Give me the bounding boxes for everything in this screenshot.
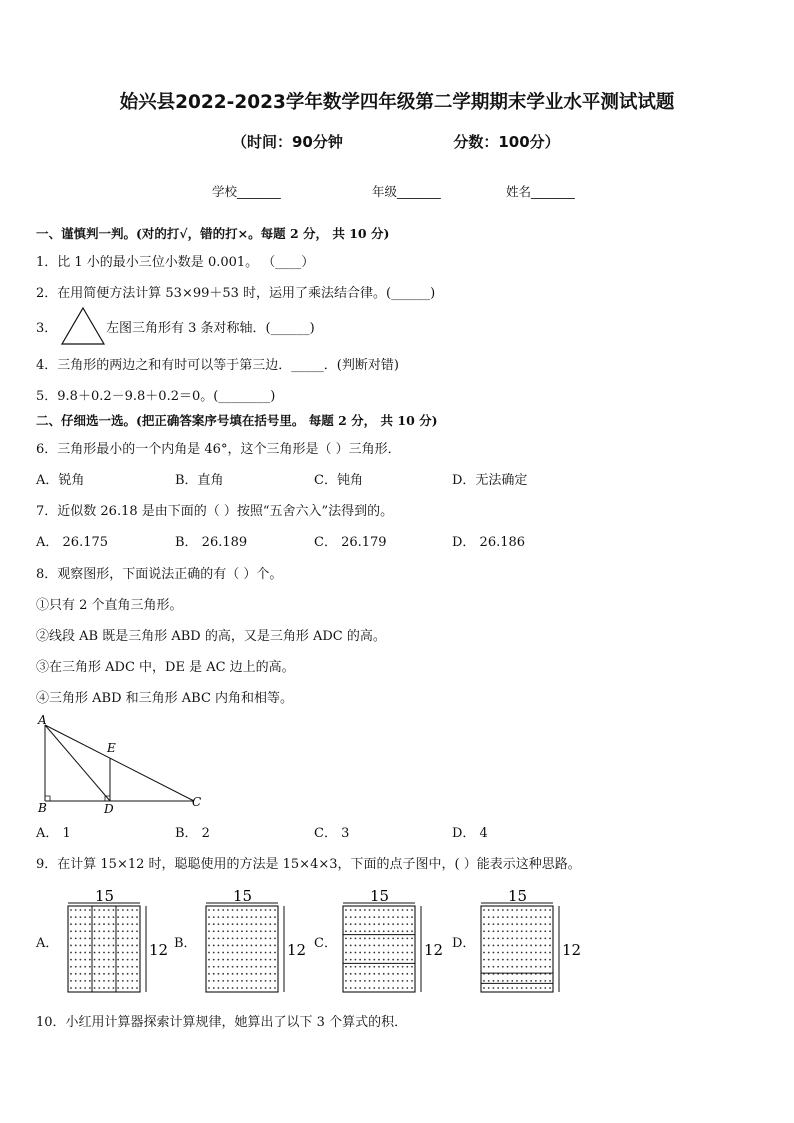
- question-7: 7．近似数 26.18 是由下面的（ ）按照“五舍六入”法得到的。: [36, 504, 394, 519]
- q6-option-a[interactable]: A．锐角: [36, 473, 85, 488]
- q9-option-d[interactable]: D．: [452, 936, 476, 951]
- q6-option-d[interactable]: D．无法确定: [452, 473, 528, 488]
- q6-option-c[interactable]: C．钝角: [314, 473, 363, 488]
- dot-pattern: [483, 909, 551, 989]
- q6-option-b[interactable]: B．直角: [175, 473, 224, 488]
- question-3-number: 3．: [36, 321, 58, 336]
- vertex-label-d: D: [104, 802, 114, 816]
- height-label: 12: [149, 941, 169, 959]
- width-label: 15: [95, 887, 115, 905]
- q9-dot-grid-b[interactable]: [200, 886, 307, 996]
- q8-option-a[interactable]: A． 1: [36, 826, 71, 841]
- segment-ac: [45, 725, 194, 801]
- q9-option-a[interactable]: A．: [36, 936, 59, 951]
- grid-frame: [68, 906, 140, 992]
- vertex-label-b: B: [38, 801, 47, 815]
- q8-option-d[interactable]: D． 4: [452, 826, 488, 841]
- q8-triangle-diagram: [30, 712, 215, 817]
- grid-frame: [481, 906, 553, 992]
- grade-field[interactable]: 年级_______: [372, 184, 441, 199]
- question-8: 8．观察图形，下面说法正确的有（ ）个。: [36, 567, 283, 582]
- height-label: 12: [562, 941, 582, 959]
- question-5: 5．9.8＋0.2－9.8＋0.2＝0。(________): [36, 389, 276, 404]
- question-4: 4．三角形的两边之和有时可以等于第三边．_____．(判断对错): [36, 358, 399, 373]
- question-10: 10．小红用计算器探索计算规律，她算出了以下 3 个算式的积．: [36, 1015, 408, 1030]
- q8-statement-2: ②线段 AB 既是三角形 ABD 的高，又是三角形 ADC 的高。: [36, 629, 386, 644]
- width-label: 15: [508, 887, 528, 905]
- q8-statement-1: ①只有 2 个直角三角形。: [36, 598, 183, 613]
- width-label: 15: [370, 887, 390, 905]
- q9-option-b[interactable]: B．: [174, 936, 197, 951]
- triangle-shape: [62, 308, 104, 344]
- q9-option-c[interactable]: C．: [314, 936, 337, 951]
- height-label: 12: [287, 941, 307, 959]
- page-title: 始兴县2022-2023学年数学四年级第二学期期末学业水平测试试题: [119, 92, 675, 113]
- width-label: 15: [233, 887, 253, 905]
- q9-dot-grid-a[interactable]: [62, 886, 169, 996]
- q9-dot-grid-c[interactable]: [337, 886, 447, 996]
- exam-meta: [232, 131, 560, 152]
- vertex-label-a: A: [38, 713, 47, 727]
- q8-option-b[interactable]: B． 2: [175, 826, 210, 841]
- triangle-figure-icon: [60, 306, 106, 346]
- question-9: 9．在计算 15×12 时，聪聪使用的方法是 15×4×3，下面的点子图中，( ）能表示这种思路。: [36, 857, 581, 872]
- dot-pattern: [70, 909, 138, 989]
- q7-option-a[interactable]: A． 26.175: [36, 535, 109, 550]
- q8-statement-4: ④三角形 ABD 和三角形 ABC 内角和相等。: [36, 691, 294, 706]
- q7-option-c[interactable]: C． 26.179: [314, 535, 387, 550]
- segment-ad: [45, 725, 110, 801]
- dot-pattern: [345, 909, 413, 989]
- section-1-heading: 一、谨慎判一判。(对的打√，错的打×。每题 2 分， 共 10 分): [36, 226, 390, 241]
- question-6: 6．三角形最小的一个内角是 46°，这个三角形是（ ）三角形．: [36, 442, 401, 457]
- grid-frame: [343, 906, 415, 992]
- vertex-label-e: E: [107, 741, 116, 755]
- vertex-label-c: C: [192, 795, 202, 809]
- question-3: 左图三角形有 3 条对称轴．(______): [106, 321, 315, 336]
- question-2: 2．在用简便方法计算 53×99＋53 时，运用了乘法结合律。(______): [36, 286, 436, 301]
- exam-score: 分数：100分）: [453, 133, 560, 151]
- name-field[interactable]: 姓名_______: [506, 184, 575, 199]
- exam-time: （时间：90分钟: [232, 133, 343, 151]
- question-1: 1．比 1 小的最小三位小数是 0.001。 （____）: [36, 255, 315, 270]
- q8-option-c[interactable]: C． 3: [314, 826, 350, 841]
- section-2-heading: 二、仔细选一选。(把正确答案序号填在括号里。 每题 2 分， 共 10 分): [36, 413, 438, 428]
- q7-option-d[interactable]: D． 26.186: [452, 535, 526, 550]
- q7-option-b[interactable]: B． 26.189: [175, 535, 248, 550]
- q9-dot-grid-d[interactable]: [475, 886, 585, 998]
- school-field[interactable]: 学校_______: [212, 184, 281, 199]
- grid-frame: [206, 906, 278, 992]
- q8-statement-3: ③在三角形 ADC 中，DE 是 AC 边上的高。: [36, 660, 295, 675]
- dot-pattern: [208, 909, 276, 989]
- height-label: 12: [424, 941, 444, 959]
